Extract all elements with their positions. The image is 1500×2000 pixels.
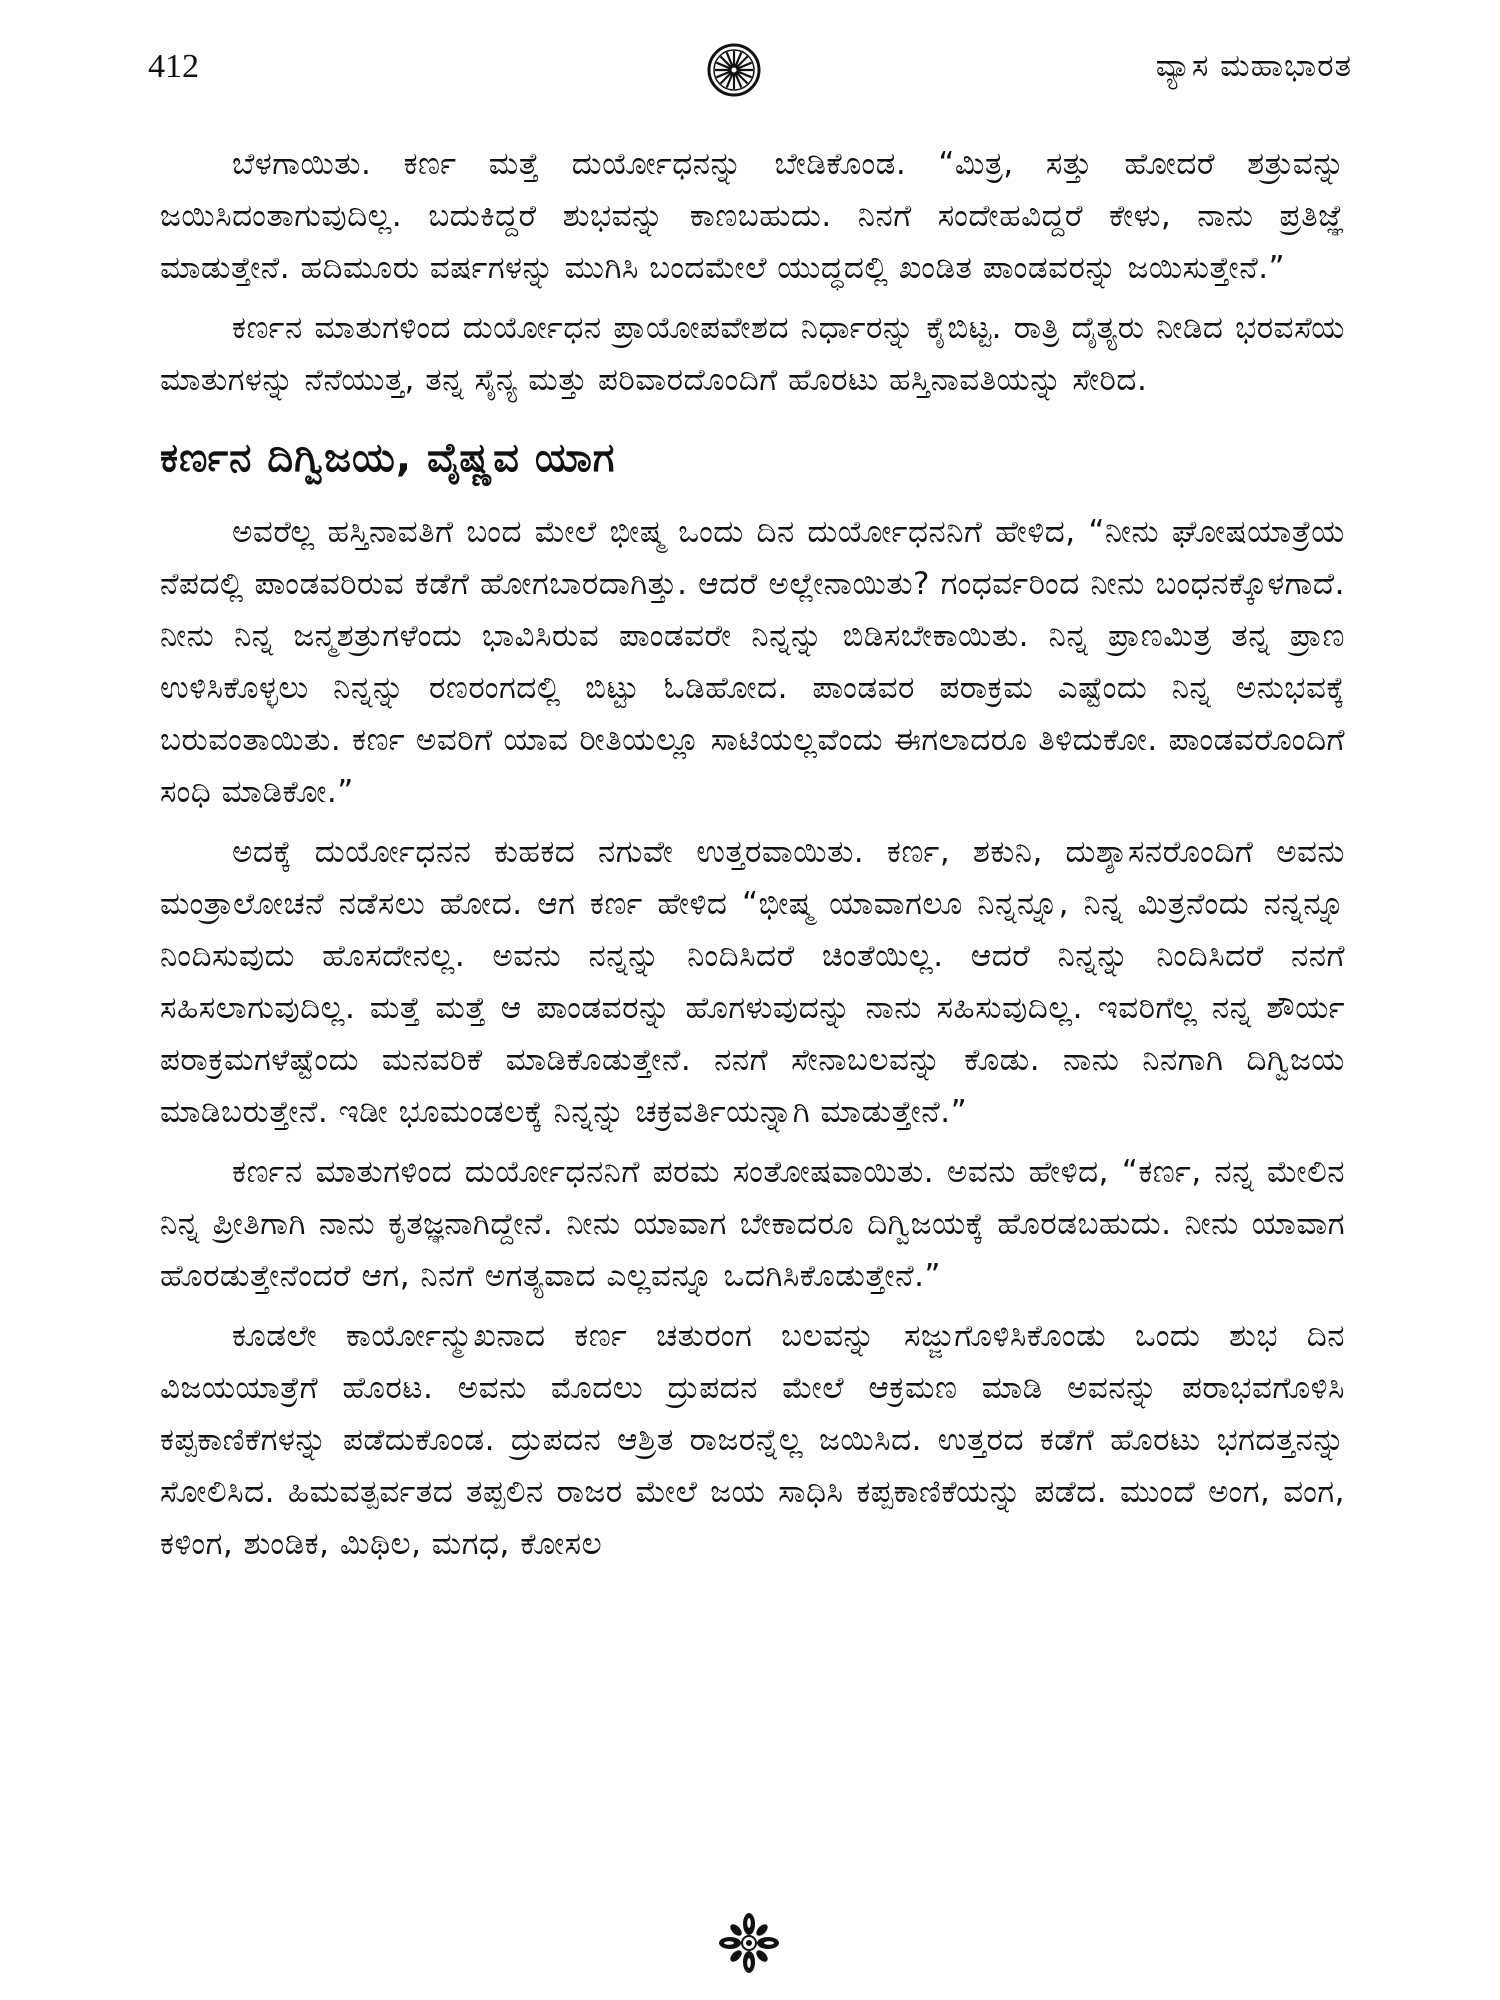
section-heading: ಕರ್ಣನ ದಿಗ್ವಿಜಯ, ವೈಷ್ಣವ ಯಾಗ — [160, 435, 616, 481]
paragraph: ಬೆಳಗಾಯಿತು. ಕರ್ಣ ಮತ್ತೆ ದುರ್ಯೋಧನನ್ನು ಬೇಡಿಕೊಂಡ. “ಮಿತ್ರ, ಸತ್ತು ಹೋದರೆ ಶತ್ರುವನ್ನು ಜಯಿಸಿದಂತಾಗುವುದಿಲ್ಲ. ಬದುಕಿದ್ದರೆ ಶುಭವನ್ನು ಕಾಣಬಹುದು. ನಿನಗೆ ಸಂದೇಹವಿದ್ದರೆ ಕೇಳು, ನಾನು ಪ್ರತಿಜ್ಞೆ ಮಾಡುತ್ತೇನೆ. ಹದಿಮೂರು ವರ್ಷಗಳನ್ನು ಮುಗಿಸಿ ಬಂದಮೇಲೆ ಯುದ್ಧದಲ್ಲಿ ಖಂಡಿತ ಪಾಂಡವರನ್ನು ಜಯಿಸುತ್ತೇನೆ.” — [160, 146, 1345, 286]
book-title: ವ್ಯಾಸ ಮಹಾಭಾರತ — [1155, 48, 1352, 84]
paragraph: ಕೂಡಲೇ ಕಾರ್ಯೋನ್ಮುಖನಾದ ಕರ್ಣ ಚತುರಂಗ ಬಲವನ್ನು ಸಜ್ಜುಗೊಳಿಸಿಕೊಂಡು ಒಂದು ಶುಭ ದಿನ ವಿಜಯಯಾತ್ರೆಗೆ ಹೊರಟ. ಅವನು ಮೊದಲು ದ್ರುಪದನ ಮೇಲೆ ಆಕ್ರಮಣ ಮಾಡಿ ಅವನನ್ನು ಪರಾಭವಗೊಳಿಸಿ ಕಪ್ಪಕಾಣಿಕೆಗಳನ್ನು ಪಡೆದುಕೊಂಡ. ದ್ರುಪದನ ಆಶ್ರಿತ ರಾಜರನ್ನೆಲ್ಲ ಜಯಿಸಿದ. ಉತ್ತರದ ಕಡೆಗೆ ಹೊರಟು ಭಗದತ್ತನನ್ನು ಸೋಲಿಸಿದ. ಹಿಮವತ್ಪರ್ವತದ ತಪ್ಪಲಿನ ರಾಜರ ಮೇಲೆ ಜಯ ಸಾಧಿಸಿ ಕಪ್ಪಕಾಣಿಕೆಯನ್ನು ಪಡೆದ. ಮುಂದೆ ಅಂಗ, ವಂಗ, ಕಳಿಂಗ, ಶುಂಡಿಕ, ಮಿಥಿಲ, ಮಗಧ, ಕೋಸಲ — [160, 1318, 1345, 1562]
page-number: 412 — [148, 48, 199, 85]
paragraph: ಅವರೆಲ್ಲ ಹಸ್ತಿನಾವತಿಗೆ ಬಂದ ಮೇಲೆ ಭೀಷ್ಮ ಒಂದು ದಿನ ದುರ್ಯೋಧನನಿಗೆ ಹೇಳಿದ, “ನೀನು ಘೋಷಯಾತ್ರೆಯ ನೆಪದಲ್ಲಿ ಪಾಂಡವರಿರುವ ಕಡೆಗೆ ಹೋಗಬಾರದಾಗಿತ್ತು. ಆದರೆ ಅಲ್ಲೇನಾಯಿತು? ಗಂಧರ್ವರಿಂದ ನೀನು ಬಂಧನಕ್ಕೊಳಗಾದೆ. ನೀನು ನಿನ್ನ ಜನ್ಮಶತ್ರುಗಳೆಂದು ಭಾವಿಸಿರುವ ಪಾಂಡವರೇ ನಿನ್ನನ್ನು ಬಿಡಿಸಬೇಕಾಯಿತು. ನಿನ್ನ ಪ್ರಾಣಮಿತ್ರ ತನ್ನ ಪ್ರಾಣ ಉಳಿಸಿಕೊಳ್ಳಲು ನಿನ್ನನ್ನು ರಣರಂಗದಲ್ಲಿ ಬಿಟ್ಟು ಓಡಿಹೋದ. ಪಾಂಡವರ ಪರಾಕ್ರಮ ಎಷ್ಟೆಂದು ನಿನ್ನ ಅನುಭವಕ್ಕೆ ಬರುವಂತಾಯಿತು. ಕರ್ಣ ಅವರಿಗೆ ಯಾವ ರೀತಿಯಲ್ಲೂ ಸಾಟಿಯಲ್ಲವೆಂದು ಈಗಲಾದರೂ ತಿಳಿದುಕೋ. ಪಾಂಡವರೊಂದಿಗೆ ಸಂಧಿ ಮಾಡಿಕೋ.” — [160, 514, 1345, 810]
paragraph: ಕರ್ಣನ ಮಾತುಗಳಿಂದ ದುರ್ಯೋಧನ ಪ್ರಾಯೋಪವೇಶದ ನಿರ್ಧಾರನ್ನು ಕೈಬಿಟ್ಟ. ರಾತ್ರಿ ದೈತ್ಯರು ನೀಡಿದ ಭರವಸೆಯ ಮಾತುಗಳನ್ನು ನೆನೆಯುತ್ತ, ತನ್ನ ಸೈನ್ಯ ಮತ್ತು ಪರಿವಾರದೊಂದಿಗೆ ಹೊರಟು ಹಸ್ತಿನಾವತಿಯನ್ನು ಸೇರಿದ. — [160, 310, 1345, 398]
paragraph: ಕರ್ಣನ ಮಾತುಗಳಿಂದ ದುರ್ಯೋಧನನಿಗೆ ಪರಮ ಸಂತೋಷವಾಯಿತು. ಅವನು ಹೇಳಿದ, “ಕರ್ಣ, ನನ್ನ ಮೇಲಿನ ನಿನ್ನ ಪ್ರೀತಿಗಾಗಿ ನಾನು ಕೃತಜ್ಞನಾಗಿದ್ದೇನೆ. ನೀನು ಯಾವಾಗ ಬೇಕಾದರೂ ದಿಗ್ವಿಜಯಕ್ಕೆ ಹೊರಡಬಹುದು. ನೀನು ಯಾವಾಗ ಹೊರಡುತ್ತೇನೆಂದರೆ ಆಗ, ನಿನಗೆ ಅಗತ್ಯವಾದ ಎಲ್ಲವನ್ನೂ ಒದಗಿಸಿಕೊಡುತ್ತೇನೆ.” — [160, 1154, 1345, 1294]
floral-ornament-icon — [718, 1912, 780, 1974]
chakra-wheel-icon — [706, 42, 762, 98]
page-header — [148, 42, 1352, 102]
paragraph: ಅದಕ್ಕೆ ದುರ್ಯೋಧನನ ಕುಹಕದ ನಗುವೇ ಉತ್ತರವಾಯಿತು. ಕರ್ಣ, ಶಕುನಿ, ದುಶ್ಶಾಸನರೊಂದಿಗೆ ಅವನು ಮಂತ್ರಾಲೋಚನೆ ನಡೆಸಲು ಹೋದ. ಆಗ ಕರ್ಣ ಹೇಳಿದ “ಭೀಷ್ಮ ಯಾವಾಗಲೂ ನಿನ್ನನ್ನೂ, ನಿನ್ನ ಮಿತ್ರನೆಂದು ನನ್ನನ್ನೂ ನಿಂದಿಸುವುದು ಹೊಸದೇನಲ್ಲ. ಅವನು ನನ್ನನ್ನು ನಿಂದಿಸಿದರೆ ಚಿಂತೆಯಿಲ್ಲ. ಆದರೆ ನಿನ್ನನ್ನು ನಿಂದಿಸಿದರೆ ನನಗೆ ಸಹಿಸಲಾಗುವುದಿಲ್ಲ. ಮತ್ತೆ ಮತ್ತೆ ಆ ಪಾಂಡವರನ್ನು ಹೊಗಳುವುದನ್ನು ನಾನು ಸಹಿಸುವುದಿಲ್ಲ. ಇವರಿಗೆಲ್ಲ ನನ್ನ ಶೌರ್ಯ ಪರಾಕ್ರಮಗಳೆಷ್ಟೆಂದು ಮನವರಿಕೆ ಮಾಡಿಕೊಡುತ್ತೇನೆ. ನನಗೆ ಸೇನಾಬಲವನ್ನು ಕೊಡು. ನಾನು ನಿನಗಾಗಿ ದಿಗ್ವಿಜಯ ಮಾಡಿಬರುತ್ತೇನೆ. ಇಡೀ ಭೂಮಂಡಲಕ್ಕೆ ನಿನ್ನನ್ನು ಚಕ್ರವರ್ತಿಯನ್ನಾಗಿ ಮಾಡುತ್ತೇನೆ.” — [160, 834, 1345, 1130]
page-content — [160, 138, 1345, 1578]
